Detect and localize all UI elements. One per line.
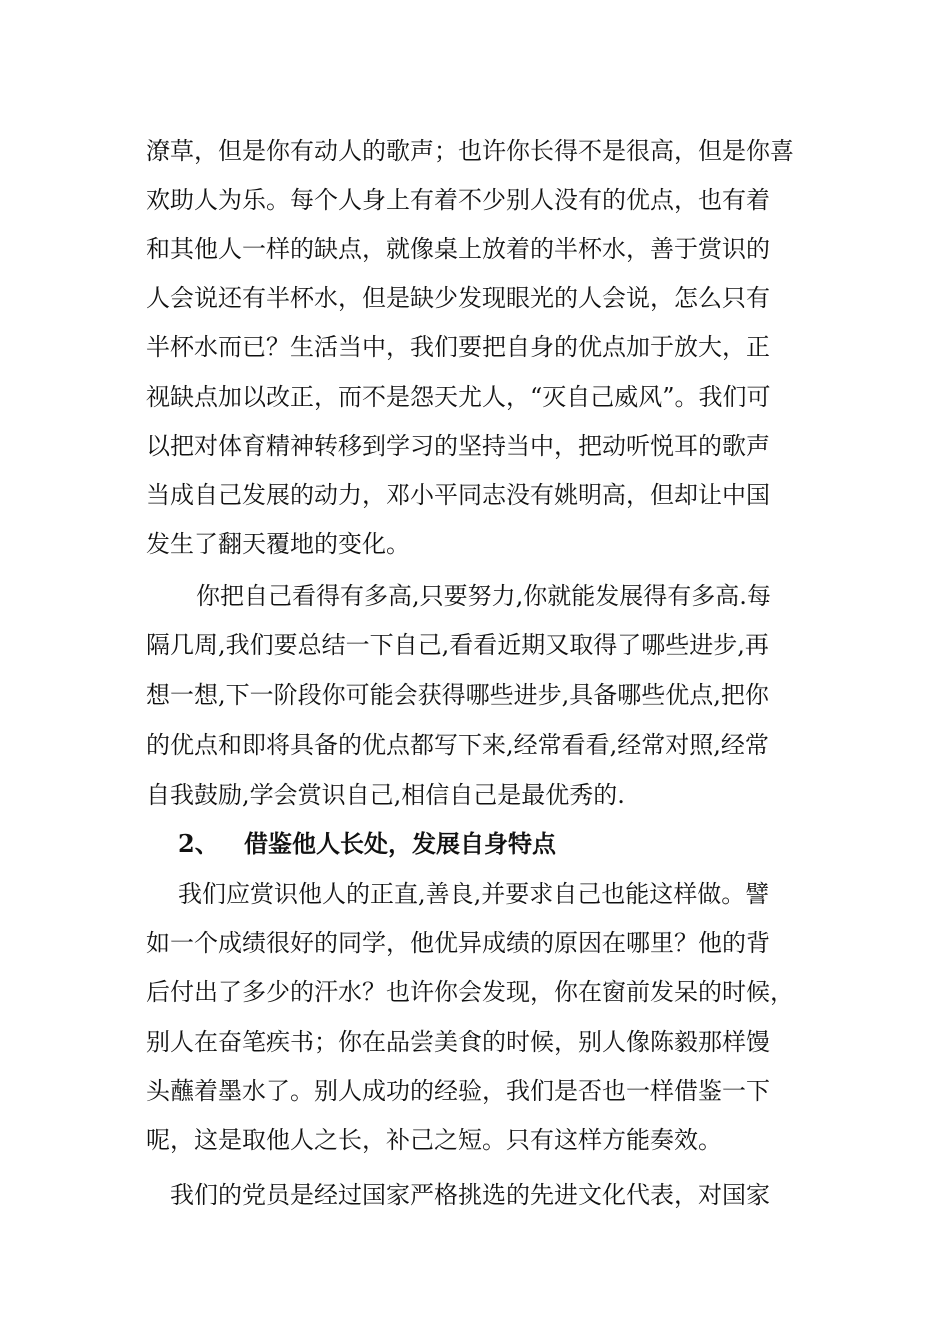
text-line-8: 当成自己发展的动力，邓小平同志没有姚明高，但却让中国 (146, 481, 770, 509)
text-line-13: 的优点和即将具备的优点都写下来,经常看看,经常对照,经常 (146, 731, 769, 759)
text-line-3: 和其他人一样的缺点，就像桌上放着的半杯水，善于赏识的 (146, 235, 770, 263)
text-line-15: 我们应赏识他人的正直,善良,并要求自己也能这样做。譬 (178, 880, 770, 908)
text-line-16: 如一个成绩很好的同学，他优异成绩的原因在哪里？他的背 (146, 929, 770, 957)
text-line-5: 半杯水而已？生活当中，我们要把自身的优点加于放大，正 (146, 333, 770, 361)
text-line-7: 以把对体育精神转移到学习的坚持当中，把动听悦耳的歌声 (146, 432, 770, 460)
text-line-17: 后付出了多少的汗水？也许你会发现，你在窗前发呆的时候， (146, 978, 794, 1006)
section-heading (178, 824, 950, 864)
text-line-11: 隔几周,我们要总结一下自己,看看近期又取得了哪些进步,再 (146, 631, 769, 659)
text-line-12: 想一想,下一阶段你可能会获得哪些进步,具备哪些优点,把你 (146, 681, 769, 709)
text-line-9: 发生了翻天覆地的变化。 (146, 530, 410, 558)
text-line-21: 我们的党员是经过国家严格挑选的先进文化代表，对国家 (170, 1181, 770, 1209)
text-line-2: 欢助人为乐。每个人身上有着不少别人没有的优点，也有着 (146, 186, 770, 214)
section-heading-number: 2、 (178, 829, 219, 858)
text-line-18: 别人在奋笔疾书；你在品尝美食的时候，别人像陈毅那样馒 (146, 1028, 770, 1056)
text-line-14: 自我鼓励,学会赏识自己,相信自己是最优秀的. (146, 781, 625, 809)
text-line-4: 人会说还有半杯水，但是缺少发现眼光的人会说，怎么只有 (146, 284, 770, 312)
text-line-20: 呢，这是取他人之长，补己之短。只有这样方能奏效。 (146, 1126, 722, 1154)
text-line-1: 潦草，但是你有动人的歌声；也许你长得不是很高，但是你喜 (146, 137, 794, 165)
section-heading-title: 借鉴他人长处，发展自身特点 (244, 829, 556, 858)
text-line-6: 视缺点加以改正，而不是怨天尤人，“灭自己威风”。我们可 (146, 383, 771, 411)
text-line-19: 头蘸着墨水了。别人成功的经验，我们是否也一样借鉴一下 (146, 1077, 770, 1105)
text-line-10: 你把自己看得有多高,只要努力,你就能发展得有多高.每 (196, 582, 771, 610)
